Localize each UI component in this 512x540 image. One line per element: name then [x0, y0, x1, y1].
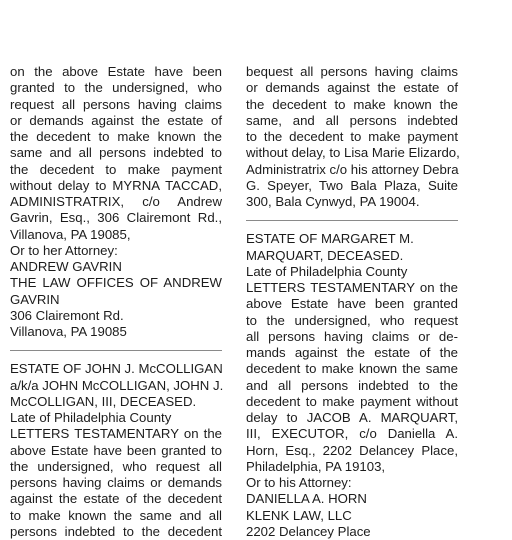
notice-elizardo-continued: [246, 64, 458, 210]
notice-line: the decedent to make known the: [246, 96, 458, 112]
notice-divider: [246, 220, 458, 221]
law-firm-name: THE LAW OFFICES OF ANDREW: [10, 275, 222, 291]
notice-line: request all persons having claims: [10, 96, 222, 112]
estate-heading: MARQUART, DECEASED.: [246, 247, 404, 263]
notice-line: all persons having claims or de-: [246, 328, 458, 344]
notice-line: to make known the same and all: [10, 507, 222, 523]
notice-gavrin-continued: [10, 64, 222, 340]
notice-line: the undersigned, who request all: [10, 458, 222, 474]
notice-line: or demands against the estate of: [246, 80, 458, 96]
notice-line: Or to his Attorney:: [246, 475, 352, 490]
notice-line: ADMINISTRATRIX, c/o Andrew: [10, 194, 222, 209]
notice-line: mands against the estate of the: [246, 345, 458, 360]
notice-line: the decedent to make known the: [10, 129, 222, 144]
notice-line: above Estate have been granted to: [10, 442, 222, 458]
left-column: [10, 64, 222, 540]
notice-line: above Estate have been granted: [246, 296, 458, 312]
county-line: Late of Philadelphia County: [246, 263, 408, 279]
notice-line: Philadelphia, PA 19103,: [246, 458, 386, 474]
notice-line: delay to JACOB A. MARQUART,: [246, 410, 458, 425]
notice-line: without delay to MYRNA TACCAD,: [10, 177, 222, 193]
county-line: Late of Philadelphia County: [10, 410, 172, 425]
estate-heading: ESTATE OF JOHN J. McCOLLIGAN: [10, 361, 223, 377]
notice-line: without delay, to Lisa Marie Elizardo,: [246, 145, 460, 161]
notice-line: decedent to make known the same: [246, 361, 458, 377]
notice-line: III, EXECUTOR, c/o Daniella A.: [246, 426, 458, 442]
notice-marquart: [246, 231, 458, 540]
notice-line: granted to the undersigned, who: [10, 80, 222, 96]
notice-line: to the decedent to make payment: [246, 129, 458, 144]
notice-line: LETTERS TESTAMENTARY on the: [10, 426, 222, 442]
notice-line: LETTERS TESTAMENTARY on the: [246, 280, 458, 295]
street-address: 306 Clairemont Rd.: [10, 307, 124, 323]
law-firm-name: KLENK LAW, LLC: [246, 507, 352, 523]
notice-line: same, and all persons indebted: [246, 112, 458, 128]
notice-divider: [10, 350, 222, 351]
notice-line: or demands against the estate of: [10, 112, 222, 128]
notice-line: G. Speyer, Two Bala Plaza, Suite: [246, 177, 458, 193]
street-address: 2202 Delancey Place: [246, 523, 371, 539]
estate-heading: ESTATE OF MARGARET M.: [246, 231, 414, 247]
notice-line: decedent to make payment without: [246, 393, 458, 409]
city-address: Villanova, PA 19085: [10, 324, 127, 339]
notice-line: against the estate of the decedent: [10, 491, 222, 507]
notice-line: persons indebted to the decedent: [10, 523, 222, 539]
notice-line: Villanova, PA 19085,: [10, 226, 131, 242]
attorney-name: DANIELLA A. HORN: [246, 491, 367, 507]
estate-heading: McCOLLIGAN, III, DECEASED.: [10, 393, 197, 409]
notice-line: Administratrix c/o his attorney Debra: [246, 161, 459, 177]
attorney-name: ANDREW GAVRIN: [10, 259, 122, 274]
notice-line: Horn, Esq., 2202 Delancey Place,: [246, 442, 458, 458]
notice-line: persons having claims or demands: [10, 475, 222, 490]
notice-line: and all persons indebted to the: [246, 377, 458, 393]
notice-line: same and all persons indebted to: [10, 145, 222, 161]
notice-line: on the above Estate have been: [10, 64, 222, 79]
notice-mccolligan: [10, 361, 222, 540]
notice-line: Or to her Attorney:: [10, 242, 118, 258]
notice-line: bequest all persons having claims: [246, 64, 458, 79]
right-column: [246, 64, 458, 540]
notice-line: Gavrin, Esq., 306 Clairemont Rd.,: [10, 210, 222, 226]
estate-heading: a/k/a JOHN McCOLLIGAN, JOHN J.: [10, 377, 224, 393]
notice-line: to the undersigned, who request: [246, 312, 458, 328]
notice-line: 300, Bala Cynwyd, PA 19004.: [246, 194, 420, 209]
notice-line: the decedent to make payment: [10, 161, 222, 177]
law-firm-name: GAVRIN: [10, 291, 60, 307]
